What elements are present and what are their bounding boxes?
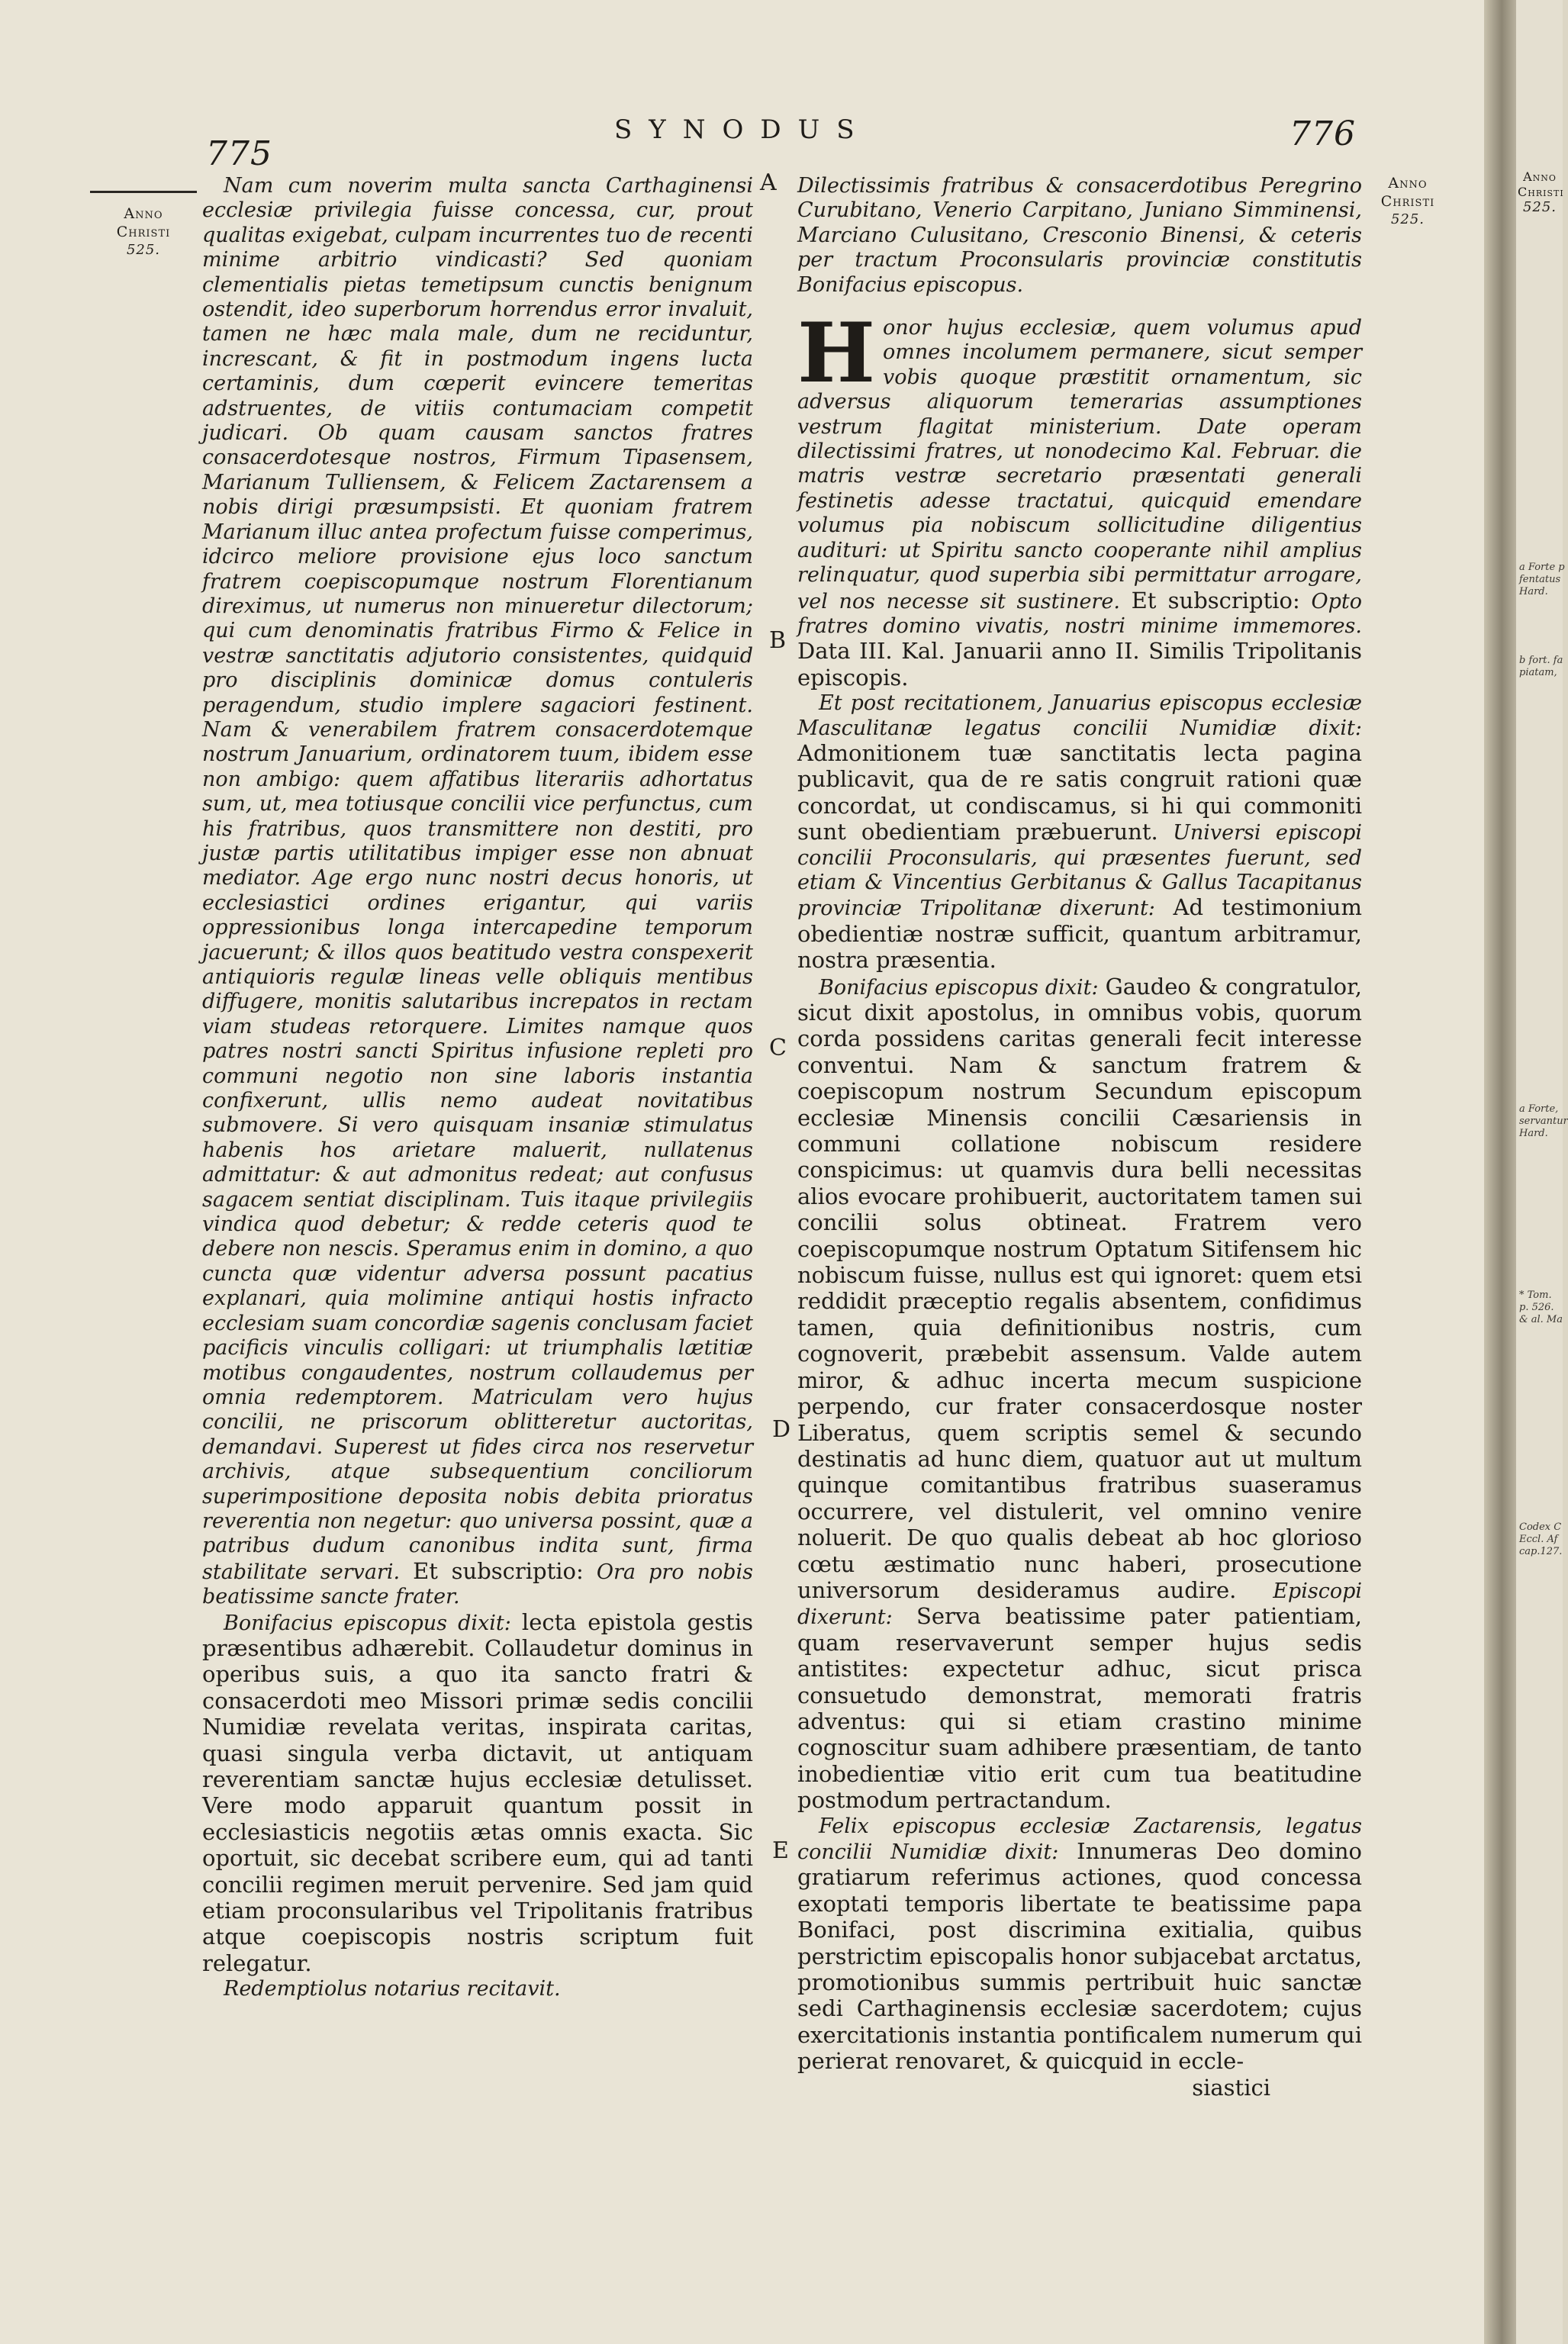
section-letter-d: D <box>772 1416 791 1443</box>
letter-salutation: Dilectissimis fratribus & consacerdotibus Peregrino Curubitano, Venerio Carpitano, Juniano Simminensi, Marciano Culusitano, Cresconio Binensi, & ceteris per tractum Proconsularis provinciæ constitutis Bonifacius episcopus. <box>797 174 1362 297</box>
anno-christi-right <box>1366 174 1450 229</box>
speaker: Et post recitationem, Januarius episcopus ecclesiæ Masculitanæ legatus concilii Numidiæ dixit: <box>797 691 1362 740</box>
margin-note: a Forte, servantur Hard. <box>1519 1103 1568 1139</box>
speech-text: Gaudeo & congratulor, sicut dixit apostolus, in omnibus vobis, quorum corda possidens caritas generali fecit interesse conventui. Nam & sanctum fratrem & coepiscopum nostrum Secundum episcopum ecclesiæ Minensis concilii Cæsariensis in communi collatione nobiscum residere conspicimus: ut quamvis dura belli necessitas alios evocare prohibuerit, auctoritatem tamen sui concilii solus obtineat. Fratrem vero coepiscopumque nostrum Optatum Sitifensem hic nobiscum fuisse, nullus est qui ignoret: quem etsi reddidit præceptio regalis absentem, confidimus tamen, quia definitionibus nostris, cum cognoverit, præbebit assensum. Valde autem miror, & adhuc incerta mecum suspicione perpendo, cur frater consacerdosque noster Liberatus, quem scriptis semel & secundo destinatis ad hunc diem, quatuor aut ut multum quinque comitantibus fratribus suaseramus occurrere, vel distulerit, vel omnino venire noluerit. De quo qualis debeat ab hoc glorioso cœtu æstimatio nunc haberi, prosecutione universorum desideramus audire. <box>797 973 1363 1603</box>
section-letter-a: A <box>760 169 777 196</box>
subscription-text: Opto fratres domino vivatis, nostri minime immemores. <box>797 589 1362 638</box>
page-number-right: 776 <box>1289 114 1356 153</box>
speech-paragraph <box>797 974 1362 1814</box>
anno-year: 525. <box>1522 199 1557 215</box>
section-letter-e: E <box>772 1837 789 1864</box>
right-column <box>797 174 1362 2100</box>
drop-cap: H <box>797 305 876 402</box>
manicule-mark <box>90 191 197 199</box>
running-title: SYNODUS <box>614 114 871 145</box>
anno-year: 525. <box>1390 211 1425 227</box>
speech-paragraph <box>202 1610 753 1978</box>
catchword: siastici <box>1192 2074 1270 2101</box>
anno-christi-left <box>90 204 197 259</box>
subscription-label: Et subscriptio: <box>413 1557 584 1584</box>
christi-label: Christi <box>116 224 171 240</box>
speaker: Universi episcopi concilii Proconsularis, qui præsentes fuerunt, sed etiam & Vincentius Gerbitanus & Gallus Tacapitanus provinciæ Tripolitanæ dixerunt: <box>797 821 1362 921</box>
anno-label: Anno <box>124 205 163 222</box>
margin-note: * Tom. p. 526. & al. Ma <box>1519 1290 1563 1325</box>
letter-paragraph <box>202 174 753 1610</box>
subscription-label: Et subscriptio: <box>1131 587 1300 613</box>
speaker: Felix episcopus ecclesiæ Zactarensis, legatus concilii Numidiæ dixit: <box>797 1814 1362 1864</box>
speech-paragraph <box>797 1814 1362 2075</box>
letter-body-paragraph <box>797 305 1362 691</box>
page-number-left: 775 <box>206 134 272 173</box>
book-gutter <box>1484 0 1516 2344</box>
margin-note: a Forte p fentatus Hard. <box>1519 562 1565 597</box>
letter-text: Nam cum noverim multa sancta Carthaginensi ecclesiæ privilegia fuisse concessa, cur, prout qualitas exigebat, culpam incurrentes tuo de recenti minime arbitrio vindicasti? Sed quoniam clementialis pietas temetipsum cunctis benignum ostendit, ideo superborum horrendus error invaluit, tamen ne hæc mala male, dum ne reciduntur, increscant, & fit in postmodum ingens lucta certaminis, dum cœperit evincere temeritas adstruentes, de vitiis contumaciam competit judicari. Ob quam causam sanctos fratres consacerdotesque nostros, Firmum Tipasensem, Marianum Tulliensem, & Felicem Zactarensem a nobis dirigi præsumpsisti. Et quoniam fratrem Marianum illuc antea profectum fuisse comperimus, idcirco meliore provisione ejus loco sanctum fratrem coepiscopumque nostrum Florentianum direximus, ut numerus non minueretur dilectorum; qui cum denominatis fratribus Firmo & Felice in vestræ sanctitatis adjutorio consistentes, quidquid pro disciplinis dominicæ domus contuleris peragendum, studio implere sagaciori festinent. Nam & venerabilem fratrem consacerdotemque nostrum Januarium, ordinatorem tuum, ibidem esse non ambigo: quem affatibus literariis adhortatus sum, ut, mea totiusque concilii vice perfunctus, cum his fratribus, quos transmittere non destiti, pro justæ partis utilitatibus impiger esse non abnuat mediator. Age ergo nunc nostri decus honoris, ut ecclesiastici ordines erigantur, qui variis oppressionibus longa intercapedine temporum jacuerunt; & illos quos beatitudo vestra conspexerit antiquioris regulæ lineas velle obliquis mentibus diffugere, monitis salutaribus increpatos in rectam viam studeas retorquere. Limites namque quos patres nostri sancti Spiritus infusione repleti pro communi negotio non sine laboris instantia confixerunt, ullis nemo audeat novitatibus submovere. Si vero quisquam insaniæ stimulatus habenis hos arietare maluerit, nullatenus admittatur: & aut admonitus redeat; aut confusus sagacem sentiat disciplinam. Tuis itaque privilegiis vindica quod debetur; & redde ceteris quod te debere non nescis. Speramus enim in domino, a quo cuncta quæ videntur adversa possunt pacatius explanari, quia molimine antiqui hostis infracto ecclesiam suam concordiæ sagenis conclusam faciet pacificis vinculis colligari: ut triumphalis lætitiæ motibus congaudentes, nostrum collaudemus per omnia redemptorem. Matriculam vero hujus concilii, ne priscorum oblitteretur auctoritas, demandavi. Superest ut fides circa nos reservetur archivis, atque subsequentium conciliorum superimpositione deposita nobis debita prioratus reverentia non negetur: quo universa possint, quæ a patribus dudum canonibus indita sunt, firma stabilitate servari. <box>202 174 753 1584</box>
anno-label: Anno <box>1388 175 1428 192</box>
speech-text: Admonitionem tuæ sanctitatis lecta pagina publicavit, qua de re satis congruit rationi quæ concordat, ut condiscamus, si hi qui commoniti sunt obedientiam præbuerunt. <box>797 739 1362 845</box>
subscription-text: Ora pro nobis beatissime sancte frater. <box>202 1560 753 1609</box>
speech-text: Innumeras Deo domino gratiarum referimus actiones, quod concessa exoptati temporis libertate te beatissime papa Bonifaci, post discrimina exitialia, quibus perstrictim episcopalis honor subjacebat arctatus, promotionibus summis pertribuit huic sanctæ sedi Carthaginensis ecclesiæ sacerdotem; cujus exercitationis instantia pontificalem numerum qui perierat renovaret, & quicquid in eccle- <box>797 1838 1362 2075</box>
speech-text: Serva beatissime pater patientiam, quam reservaverunt semper hujus sedis antistites: expectetur adhuc, sicut prisca consuetudo demonstrat, memorati fratris adventus: qui si etiam crastino minime cognoscitur suam adhibere præsentiam, de tanto inobedientiæ vitio erit cum tua beatitudine postmodum pertractandum. <box>797 1603 1362 1814</box>
letter-date: Data III. Kal. Januarii anno II. Similis Tripolitanis episcopis. <box>797 638 1362 691</box>
speaker: Bonifacius episcopus dixit: <box>819 975 1099 1000</box>
anno-label: Anno <box>1523 169 1557 184</box>
speaker: Episcopi dixerunt: <box>797 1579 1362 1630</box>
margin-note: b fort. fa piatam, <box>1519 655 1563 678</box>
next-page-edge <box>1516 0 1568 2344</box>
notary-line: Redemptiolus notarius recitavit. <box>224 1977 561 2001</box>
speech-text: Ad testimonium obedientiæ nostræ sufficit, quantum arbitramur, nostra præsentia. <box>797 894 1362 974</box>
margin-note: Codex C Eccl. Af cap.127. <box>1519 1521 1563 1557</box>
recitation-paragraph <box>797 691 1362 974</box>
section-letter-c: C <box>769 1035 787 1061</box>
christi-label: Christi <box>1518 185 1564 199</box>
letter-body: onor hujus ecclesiæ, quem volumus apud omnes incolumem permanere, sicut semper vobis quoque præstitit ornamentum, sic adversus aliquorum temerarias assumptiones vestrum flagitat ministerium. Date operam dilectissimi fratres, ut nonodecimo Kal. Februar. die matris vestræ secretario præsentati generali festinetis adesse tractatui, quicquid emendare volumus pia nobiscum sollicitudine diligentius audituri: ut Spiritu sancto cooperante nihil amplius relinquatur, quod superbia sibi permittatur arrogare, vel nos necesse sit sustinere. <box>797 316 1362 613</box>
christi-label: Christi <box>1380 193 1435 210</box>
anno-christi-next <box>1518 169 1562 215</box>
anno-year: 525. <box>126 242 161 258</box>
left-column <box>202 174 753 2002</box>
speech-text: lecta epistola gestis præsentibus adhærebit. Collaudetur dominus in operibus suis, a quo ita sancto fratri & consacerdoti meo Missori primæ sedis concilii Numidiæ revelata veritas, inspirata caritas, quasi singula verba dictavit, ut antiquam reverentiam sanctæ hujus ecclesiæ detulisset. Vere modo apparuit quantum possit in ecclesiasticis negotiis ætas omnis exacta. Sic oportuit, sic decebat scribere eum, qui ad tanti concilii regimen meruit pervenire. Sed jam quid etiam proconsularibus vel Tripolitanis fratribus atque coepiscopis nostris scriptum fuit relegatur. <box>202 1608 753 1976</box>
speaker: Bonifacius episcopus dixit: <box>224 1611 511 1635</box>
section-letter-b: B <box>769 627 787 654</box>
